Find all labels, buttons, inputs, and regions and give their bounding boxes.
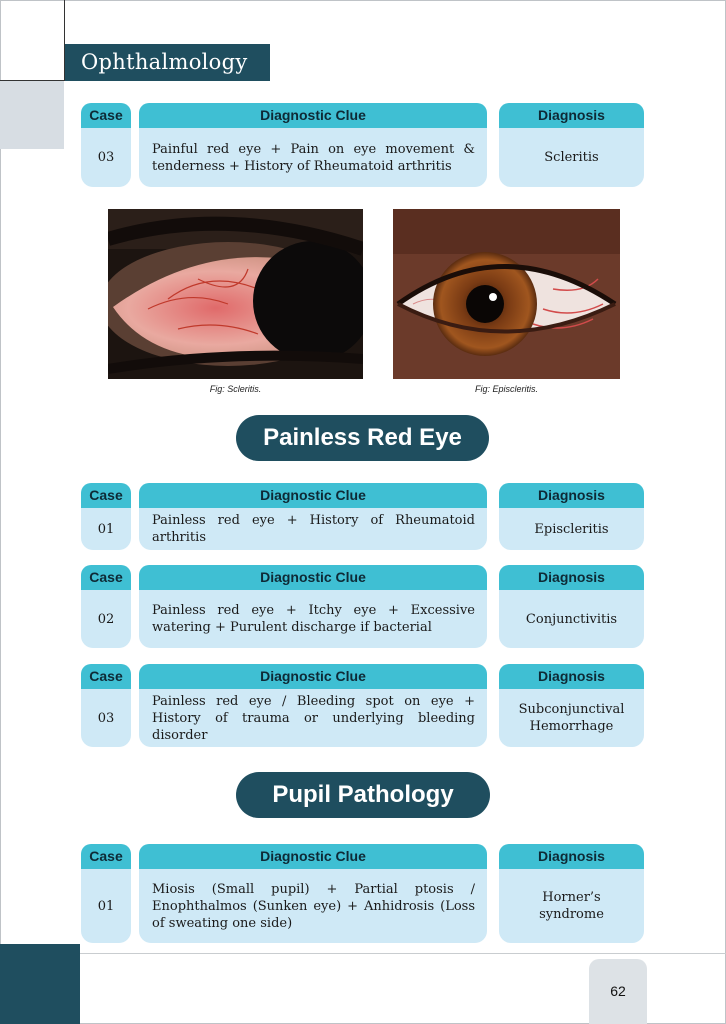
diagnosis: Episcleritis [499, 508, 644, 550]
diagnosis-header: Diagnosis [499, 844, 644, 869]
case-number: 01 [81, 508, 131, 550]
case-table-conjunctivitis [81, 565, 644, 648]
footer-block [0, 944, 80, 1024]
section-heading-painless-red-eye: Painless Red Eye [236, 415, 489, 461]
case-number: 02 [81, 590, 131, 648]
case-table-subconjunctival-hemorrhage [81, 664, 644, 747]
case-number: 03 [81, 128, 131, 187]
diagnostic-clue: Painless red eye + Itchy eye + Excessive watering + Purulent discharge if bacterial [139, 590, 487, 648]
episcleritis-photo [393, 209, 620, 379]
case-header: Case [81, 844, 131, 869]
case-table-episcleritis [81, 483, 644, 550]
footer-divider [80, 953, 726, 954]
clue-header: Diagnostic Clue [139, 844, 487, 869]
section-title: Ophthalmology [65, 44, 270, 81]
clue-header: Diagnostic Clue [139, 483, 487, 508]
case-header: Case [81, 565, 131, 590]
clue-header: Diagnostic Clue [139, 103, 487, 128]
diagnosis-header: Diagnosis [499, 565, 644, 590]
diagnosis-header: Diagnosis [499, 664, 644, 689]
case-header: Case [81, 664, 131, 689]
diagnosis: Conjunctivitis [499, 590, 644, 648]
figure-caption-scleritis: Fig: Scleritis. [209, 384, 262, 394]
diagnosis: Horner’s syndrome [499, 869, 644, 943]
corner-grey-block [0, 81, 64, 149]
diagnosis: Scleritis [499, 128, 644, 187]
clue-header: Diagnostic Clue [139, 565, 487, 590]
diagnosis-header: Diagnosis [499, 483, 644, 508]
case-header: Case [81, 103, 131, 128]
case-number: 01 [81, 869, 131, 943]
case-table-scleritis [81, 103, 644, 187]
case-table-horners-syndrome [81, 844, 644, 943]
section-heading-pupil-pathology: Pupil Pathology [236, 772, 490, 818]
diagnosis: Subconjunctival Hemorrhage [499, 689, 644, 747]
scleritis-photo [108, 209, 363, 379]
diagnostic-clue: Painless red eye + History of Rheumatoid arthritis [139, 508, 487, 550]
diagnostic-clue: Painless red eye / Bleeding spot on eye + History of trauma or underlying bleeding disorder [139, 689, 487, 747]
case-header: Case [81, 483, 131, 508]
diagnostic-clue: Painful red eye + Pain on eye movement & tenderness + History of Rheumatoid arthritis [139, 128, 487, 187]
case-number: 03 [81, 689, 131, 747]
clue-header: Diagnostic Clue [139, 664, 487, 689]
diagnostic-clue: Miosis (Small pupil) + Partial ptosis / Enophthalmos (Sunken eye) + Anhidrosis (Loss of sweating one side) [139, 869, 487, 943]
figure-caption-episcleritis: Fig: Episcleritis. [474, 384, 538, 394]
diagnosis-header: Diagnosis [499, 103, 644, 128]
page-number: 62 [589, 959, 647, 1024]
